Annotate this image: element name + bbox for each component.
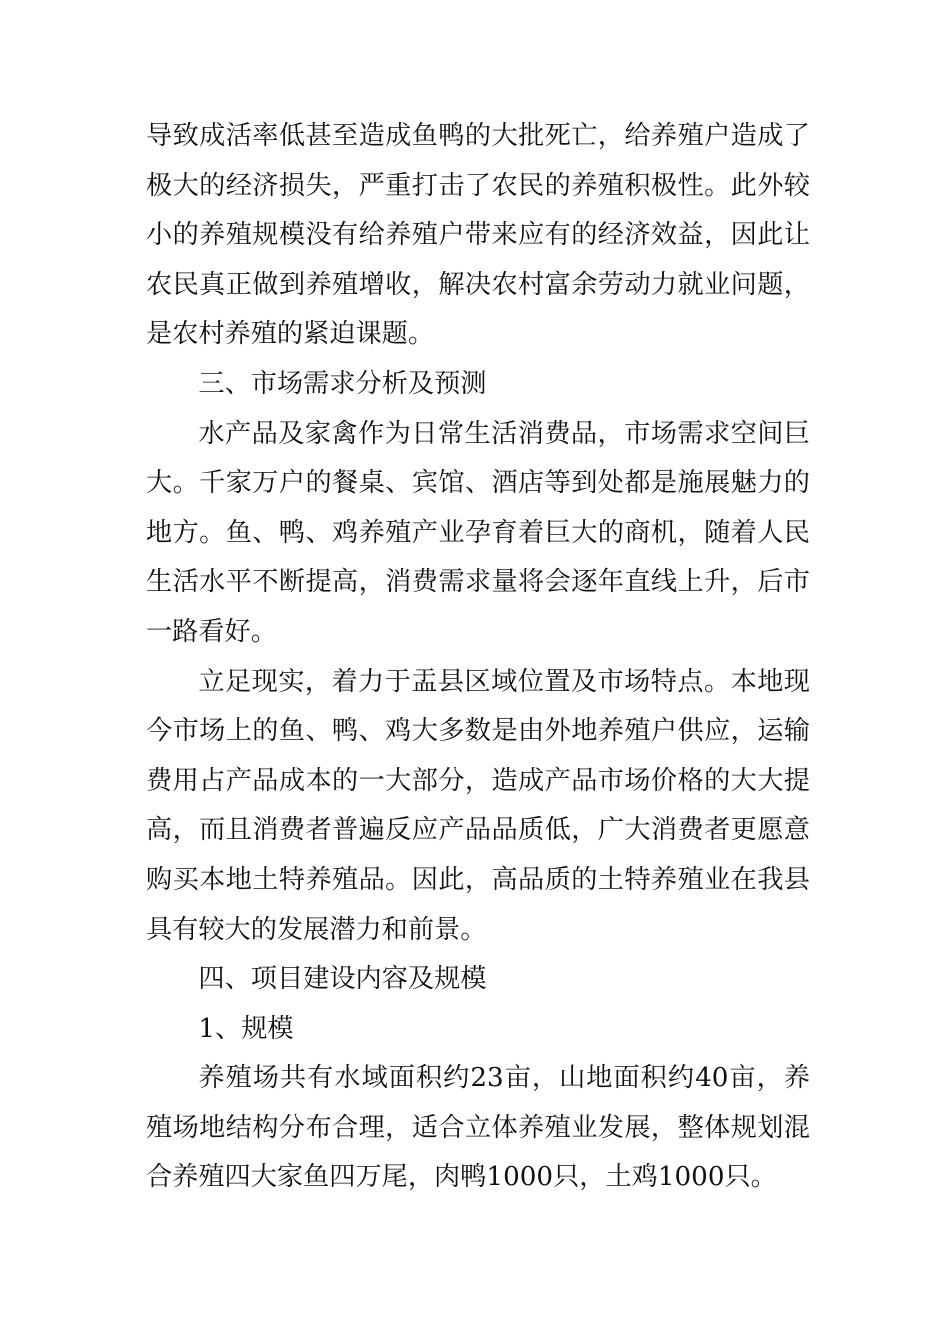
section-heading-market-analysis: 三、市场需求分析及预测 <box>198 368 487 399</box>
paragraph-continuation: 导致成活率低甚至造成鱼鸭的大批死亡，给养殖户造成了极大的经济损失，严重打击了农民的养殖积极性。此外较小的养殖规模没有给养殖户带来应有的经济效益，因此让农民真正做到养殖增收，解决农村富余劳动力就业问题，是农村养殖的紧迫课题。 <box>146 121 810 350</box>
subsection-heading-scale: 1、规模 <box>198 1013 294 1044</box>
paragraph-scale-details: 养殖场共有水域面积约23亩，山地面积约40亩，养殖场地结构分布合理，适合立体养殖业发展，整体规划混合养殖四大家鱼四万尾，肉鸭1000只，土鸡1000只。 <box>146 1063 810 1193</box>
document-page <box>146 112 810 1203</box>
section-heading-project-content: 四、项目建设内容及规模 <box>198 964 487 995</box>
paragraph-local-market: 立足现实，着力于盂县区域位置及市场特点。本地现今市场上的鱼、鸭、鸡大多数是由外地养殖户供应，运输费用占产品成本的一大部分，造成产品市场价格的大大提高，而且消费者普遍反应产品品质低，广大消费者更愿意购买本地土特养殖品。因此，高品质的土特养殖业在我县具有较大的发展潜力和前景。 <box>146 666 810 945</box>
paragraph-market-demand: 水产品及家禽作为日常生活消费品，市场需求空间巨大。千家万户的餐桌、宾馆、酒店等到处都是施展魅力的地方。鱼、鸭、鸡养殖产业孕育着巨大的商机，随着人民生活水平不断提高，消费需求量将会逐年直线上升，后市一路看好。 <box>146 418 810 647</box>
